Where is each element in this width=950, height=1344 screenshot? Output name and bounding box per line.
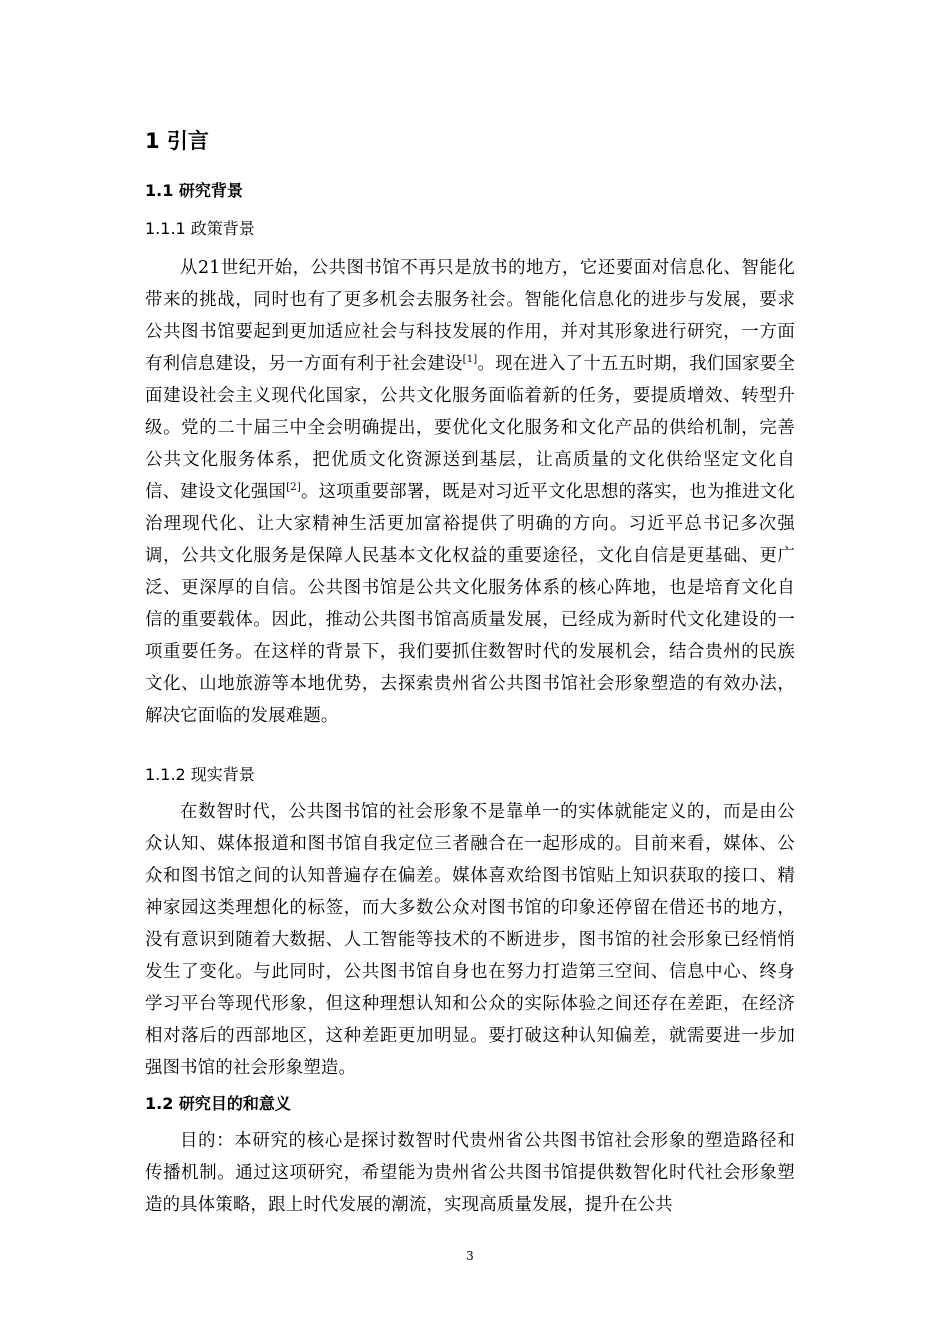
policy-background-paragraph: [145, 252, 795, 738]
reality-background-paragraph: 在数智时代，公共图书馆的社会形象不是靠单一的实体就能定义的，而是由公众认知、媒体报道和图书馆自我定位三者融合在一起形成的。目前来看，媒体、公众和图书馆之间的认知普遍存在偏差。媒体喜欢给图书馆贴上知识获取的接口、精神家园这类理想化的标签，而大多数公众对图书馆的印象还停留在借还书的地方，没有意识到随着大数据、人工智能等技术的不断进步，图书馆的社会形象已经悄悄发生了变化。与此同时，公共图书馆自身也在努力打造第三空间、信息中心、终身学习平台等现代形象，但这种理想认知和公众的实际体验之间还存在差距，在经济相对落后的西部地区，这种差距更加明显。要打破这种认知偏差，就需要进一步加强图书馆的社会形象塑造。: [145, 802, 795, 1078]
section-heading-1-2: 1.2 研究目的和意义: [145, 1094, 291, 1113]
purpose-paragraph: 目的：本研究的核心是探讨数智时代贵州省公共图书馆社会形象的塑造路径和传播机制。通过这项研究，希望能为贵州省公共图书馆提供数智化时代社会形象塑造的具体策略，跟上时代发展的潮流，实现高质量发展，提升在公共: [145, 1131, 795, 1215]
citation-ref-2: [2]: [286, 482, 301, 493]
document-page: [145, 0, 795, 1344]
section-heading-1-1-2: 1.1.2 现实背景: [145, 765, 255, 784]
section-heading-1-1: 1.1 研究背景: [145, 181, 243, 200]
paragraph-text: 。现在进入了十五五时期，我们国家要全面建设社会主义现代化国家，公共文化服务面临着新的任务，要提质增效、转型升级。党的二十届三中全会明确提出，要优化文化服务和文化产品的供给机制，完善公共文化服务体系，把优质文化资源送到基层，让高质量的文化供给坚定文化自信、建设文化强国: [145, 354, 796, 502]
chapter-title: 1 引言: [145, 129, 209, 153]
page-number: 3: [466, 1249, 474, 1263]
section-heading-1-1-1: 1.1.1 政策背景: [145, 219, 255, 238]
paragraph-text: 。这项重要部署，既是对习近平文化思想的落实，也为推进文化治理现代化、让大家精神生活更加富裕提供了明确的方向。习近平总书记多次强调，公共文化服务是保障人民基本文化权益的重要途径，文化自信是更基础、更广泛、更深厚的自信。公共图书馆是公共文化服务体系的核心阵地，也是培育文化自信的重要载体。因此，推动公共图书馆高质量发展，已经成为新时代文化建设的一项重要任务。在这样的背景下，我们要抓住数智时代的发展机会，结合贵州的民族文化、山地旅游等本地优势，去探索贵州省公共图书馆社会形象塑造的有效办法，解决它面临的发展难题。: [145, 482, 795, 726]
citation-ref-1: [1]: [462, 354, 478, 365]
paragraph-text: 从21世纪开始，公共图书馆不再只是放书的地方，它还要面对信息化、智能化带来的挑战，同时也有了更多机会去服务社会。智能化信息化的进步与发展，要求公共图书馆要起到更加适应社会与科技发展的作用，并对其形象进行研究，一方面有利信息建设，另一方面有利于社会建设: [145, 258, 795, 374]
